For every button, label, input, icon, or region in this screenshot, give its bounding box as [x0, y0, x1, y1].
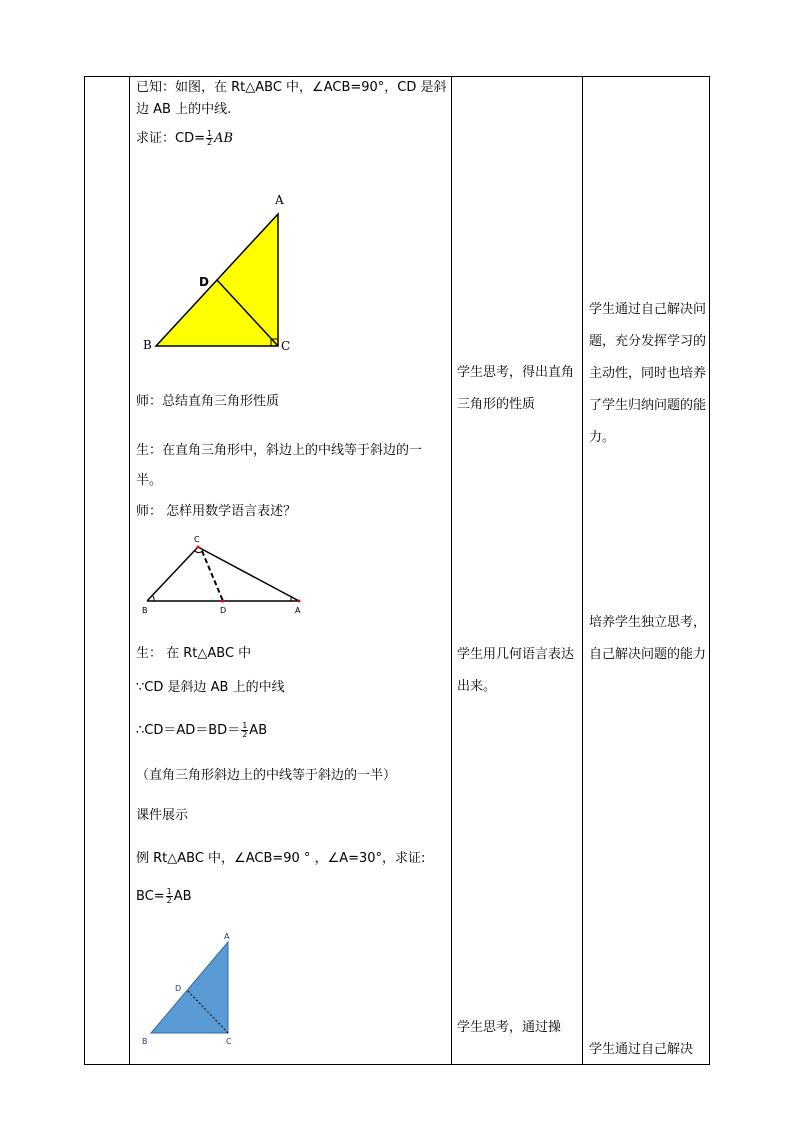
side-bc [147, 547, 198, 601]
bc-prefix: BC= [136, 889, 165, 904]
label-d: D [220, 606, 227, 615]
teacher-summary: 师：总结直角三角形性质 [136, 394, 280, 409]
table-top-border [84, 76, 710, 77]
given-line-2: 边 AB 上的中线. [136, 102, 232, 117]
table-right-border [709, 76, 710, 1065]
student-statement-line-1: 生：在直角三角形中，斜边上的中线等于斜边的一 [136, 443, 423, 458]
label-b: B [143, 338, 152, 352]
label-b: B [142, 606, 148, 615]
therefore-prefix: ∴CD＝AD＝BD＝ [136, 723, 241, 738]
theorem-note: （直角三角形斜边上的中线等于斜边的一半） [136, 768, 397, 783]
angle-arc-b [152, 595, 154, 601]
column-divider-1 [129, 76, 130, 1065]
student-activity-2: 学生用几何语言表达出来。 [457, 647, 575, 694]
figure-yellow-triangle [140, 190, 300, 355]
blue-triangle [151, 942, 228, 1033]
label-c: C [226, 1037, 232, 1046]
figure-triangle-dashed-median [140, 533, 310, 618]
label-d: D [199, 275, 209, 289]
label-a: A [295, 606, 301, 615]
prove-prefix: 求证：CD= [136, 131, 205, 146]
one-half-fraction: $\frac{1}{2}$ [166, 887, 172, 905]
label-c: C [281, 339, 291, 353]
bc-statement [136, 888, 192, 906]
side-ca [198, 547, 299, 601]
student-statement-line-2: 半。 [136, 473, 163, 488]
label-a: A [224, 932, 230, 941]
point-a [298, 600, 301, 603]
label-c: C [194, 535, 200, 544]
one-half-fraction: $\frac{1}{2}$ [206, 129, 213, 147]
given-line-1: 已知：如图，在 Rt△ABC 中，∠ACB=90°，CD 是斜 [136, 80, 447, 95]
therefore-statement [136, 722, 267, 740]
one-half-fraction: $\frac{1}{2}$ [242, 721, 248, 739]
label-a: A [275, 193, 284, 207]
label-b: B [142, 1037, 148, 1046]
student-activity-3: 学生思考，通过操 [457, 1020, 562, 1035]
student-geometric-statement: 生： 在 Rt△ABC 中 [136, 646, 252, 661]
prove-statement [136, 130, 233, 148]
example-statement: 例 Rt△ABC 中，∠ACB=90 ° ，∠A=30°，求证: [136, 851, 426, 866]
table-left-border [84, 76, 85, 1065]
design-intent-1: 学生通过自己解决问题，充分发挥学习的主动性，同时也培养了学生归纳问题的能力。 [589, 302, 707, 445]
label-d: D [175, 984, 182, 993]
courseware-label: 课件展示 [136, 808, 189, 823]
design-intent-3: 学生通过自己解决 [589, 1042, 694, 1057]
prove-suffix: AB [214, 131, 234, 146]
figure-blue-triangle [140, 928, 240, 1048]
point-d [222, 600, 225, 603]
student-activity-1: 学生思考，得出直角三角形的性质 [457, 365, 575, 412]
teacher-question: 师： 怎样用数学语言表述？ [136, 504, 297, 519]
therefore-suffix: AB [249, 723, 268, 738]
because-statement: ∵CD 是斜边 AB 上的中线 [136, 680, 285, 695]
bc-suffix: AB [173, 889, 192, 904]
column-divider-3 [582, 76, 583, 1065]
column-divider-2 [451, 76, 452, 1065]
design-intent-2: 培养学生独立思考，自己解决问题的能力 [589, 615, 707, 662]
point-c [197, 546, 200, 549]
